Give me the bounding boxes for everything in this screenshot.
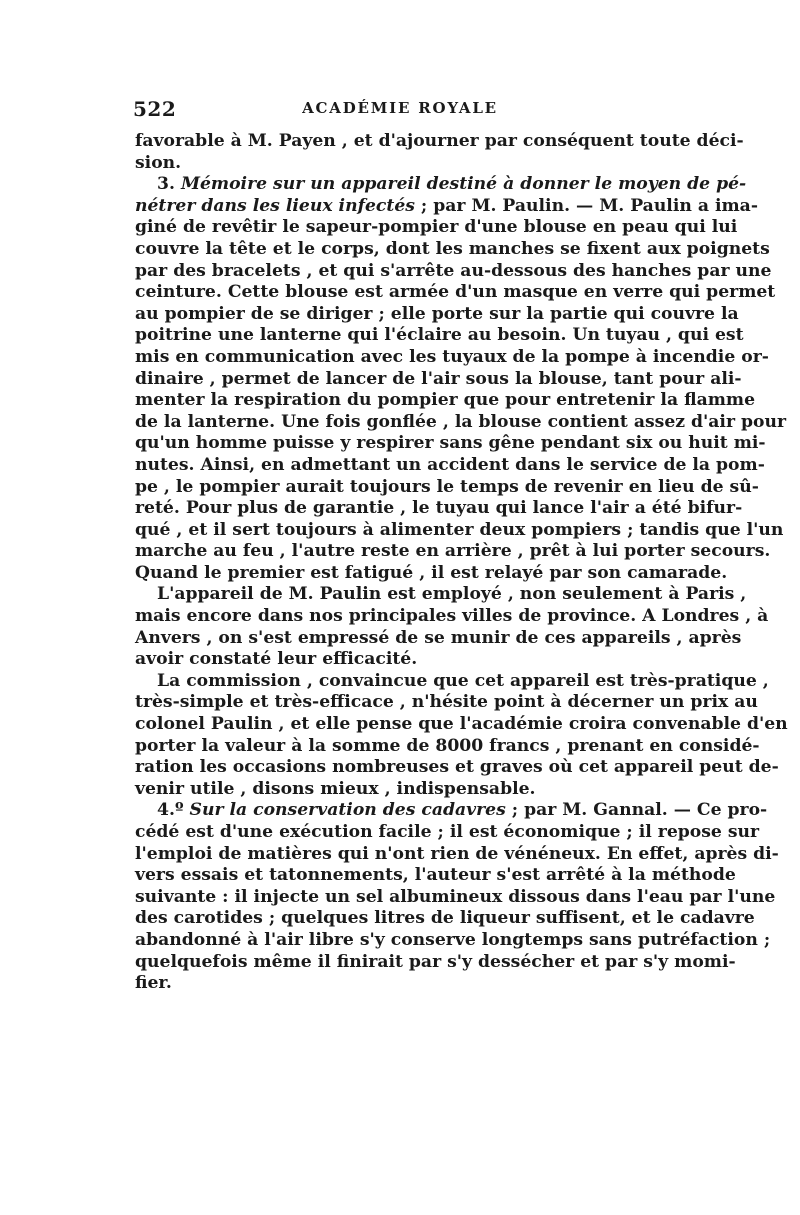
text-line: de la lanterne. Une fois gonflée , la blouse contient assez d'air pour [135,411,787,432]
italic-title: Sur la conservation des cadavres [189,800,506,821]
text-line: La commission , convaincue que cet appareil est très-pratique , [157,670,769,691]
text-line: qué , et il sert toujours à alimenter deux pompiers ; tandis que l'un [135,519,784,540]
text-line: venir utile , disons mieux , indispensable. [135,778,536,799]
italic-title: Mémoire sur un appareil destiné à donner le moyen de pé- [180,174,747,195]
text-line: 4.º Sur la conservation des cadavres ; par M. Gannal. — Ce pro- [157,800,768,821]
text-line: avoir constaté leur efficacité. [135,649,418,670]
page-header [133,97,667,123]
text-line: pe , le pompier aurait toujours le temps de revenir en lieu de sû- [135,476,759,497]
text-line: ceinture. Cette blouse est armée d'un masque en verre qui permet [135,282,776,303]
text-line: poitrine une lanterne qui l'éclaire au besoin. Un tuyau , qui est [135,325,744,346]
text-line: menter la respiration du pompier que pour entretenir la flamme [135,390,756,411]
text-line: nétrer dans les lieux infectés ; par M. Paulin. — M. Paulin a ima- [135,195,758,216]
text-line: couvre la tête et le corps, dont les manches se fixent aux poignets [135,238,770,259]
text-line: marche au feu , l'autre reste en arrière , prêt à lui porter secours. [135,541,771,562]
text-line: Quand le premier est fatigué , il est relayé par son camarade. [135,562,728,583]
text-line: colonel Paulin , et elle pense que l'académie croira convenable d'en [135,714,788,735]
text-line: par des bracelets , et qui s'arrête au-dessous des hanches par une [135,260,772,281]
italic-title: nétrer dans les lieux infectés [135,195,415,216]
text-line: 3. Mémoire sur un appareil destiné à donner le moyen de pé- [157,174,747,195]
text-line: Anvers , on s'est empressé de se munir de ces appareils , après [135,627,742,648]
text-line: nutes. Ainsi, en admettant un accident dans le service de la pom- [135,454,765,475]
text-line: vers essais et tatonnements, l'auteur s'est arrêté à la méthode [135,865,736,886]
text-line: mis en communication avec les tuyaux de la pompe à incendie or- [135,346,769,367]
text-line: reté. Pour plus de garantie , le tuyau qui lance l'air a été bifur- [135,498,743,519]
text-line: L'appareil de M. Paulin est employé , non seulement à Paris , [157,584,747,605]
text-line: abandonné à l'air libre s'y conserve longtemps sans putréfaction ; [135,929,771,950]
text-line: favorable à M. Payen , et d'ajourner par conséquent toute déci- [135,131,744,151]
text-line: suivante : il injecte un sel albumineux dissous dans l'eau par l'une [135,886,776,907]
text-line: mais encore dans nos principales villes de province. A Londres , à [135,606,769,627]
body-text [135,131,788,995]
text-line: fier. [135,973,172,994]
text-line: l'emploi de matières qui n'ont rien de vénéneux. En effet, après di- [135,843,779,864]
text-line: sion. [135,152,182,173]
text-line: ration les occasions nombreuses et graves où cet appareil peut de- [135,757,779,778]
text-line: très-simple et très-efficace , n'hésite point à décerner un prix au [135,692,758,713]
page-number: 522 [133,97,177,121]
text-line: cédé est d'une exécution facile ; il est économique ; il repose sur [135,822,760,842]
text-line: qu'un homme puisse y respirer sans gêne pendant six ou huit mi- [135,433,766,454]
text-line: dinaire , permet de lancer de l'air sous la blouse, tant pour ali- [135,368,742,389]
text-line: quelquefois même il finirait par s'y dessécher et par s'y momi- [135,951,736,972]
text-line: des carotides ; quelques litres de liqueur suffisent, et le cadavre [135,908,755,929]
running-head: ACADÉMIE ROYALE [302,99,498,117]
text-line: au pompier de se diriger ; elle porte sur la partie qui couvre la [135,303,739,324]
text-line: giné de revêtir le sapeur-pompier d'une blouse en peau qui lui [135,217,738,238]
text-line: porter la valeur à la somme de 8000 francs , prenant en considé- [135,735,760,756]
